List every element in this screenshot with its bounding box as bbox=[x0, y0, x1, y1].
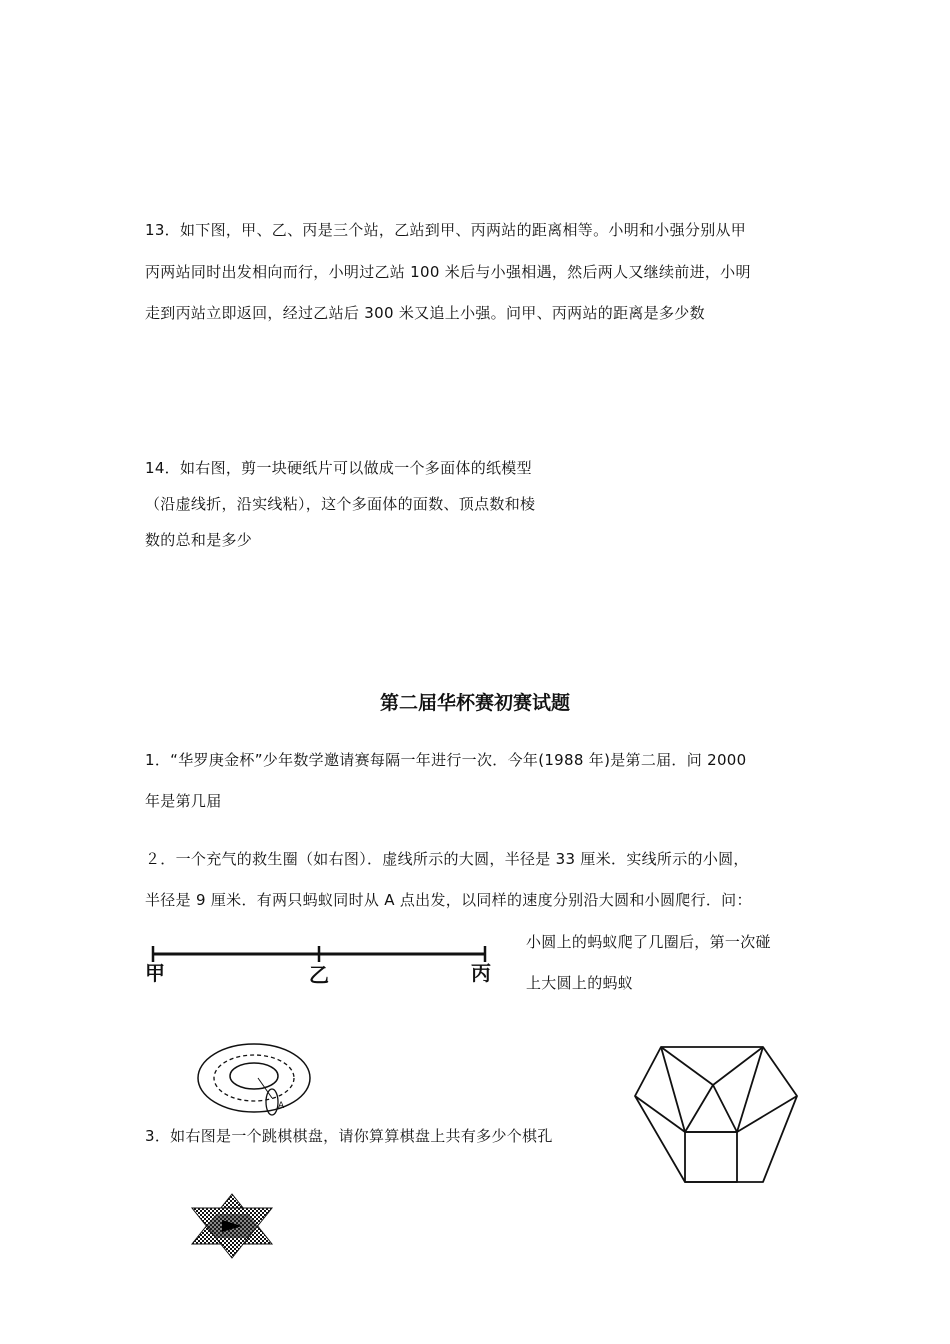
q13-line-3: 走到丙站立即返回，经过乙站后 300 米又追上小强。问甲、丙两站的距离是多少数 bbox=[145, 304, 705, 322]
p2-line-4: 上大圆上的蚂蚁 bbox=[526, 974, 634, 992]
q14-line-1: 14．如右图，剪一块硬纸片可以做成一个多面体的纸模型 bbox=[145, 459, 532, 477]
p1-line-2: 年是第几届 bbox=[145, 792, 222, 810]
q14-line-2: （沿虚线折，沿实线粘），这个多面体的面数、顶点数和棱 bbox=[145, 495, 536, 513]
p2-line-2: 半径是 9 厘米．有两只蚂蚁同时从 A 点出发，以同样的速度分别沿大圆和小圆爬行．问： bbox=[145, 891, 752, 909]
p1-line-1: 1．“华罗庚金杯”少年数学邀请赛每隔一年进行一次．今年(1988 年)是第二届．问 2000 bbox=[145, 751, 747, 769]
station-c-label: 丙 bbox=[471, 961, 491, 985]
q14-line-3: 数的总和是多少 bbox=[145, 531, 253, 549]
checkers-board-figure bbox=[186, 1192, 278, 1260]
q13-line-1: 13．如下图，甲、乙、丙是三个站，乙站到甲、丙两站的距离相等。小明和小强分别从甲 bbox=[145, 221, 747, 239]
life-ring-figure bbox=[196, 1040, 316, 1120]
q13-line-2: 丙两站同时出发相向而行，小明过乙站 100 米后与小强相遇，然后两人又继续前进，小明 bbox=[145, 263, 751, 281]
section-title: 第二届华杯赛初赛试题 bbox=[379, 692, 570, 714]
p3-line-1: 3．如右图是一个跳棋棋盘，请你算算棋盘上共有多少个棋孔 bbox=[145, 1127, 553, 1145]
ring-point-label: A bbox=[278, 1101, 285, 1111]
station-a-label: 甲 bbox=[145, 961, 165, 985]
polyhedron-net-figure bbox=[632, 1044, 802, 1186]
p2-line-3: 小圆上的蚂蚁爬了几圈后，第一次碰 bbox=[526, 933, 771, 951]
station-b-label: 乙 bbox=[309, 963, 329, 987]
station-line-figure bbox=[145, 940, 505, 990]
p2-line-1: ２．一个充气的救生圈（如右图）．虚线所示的大圆，半径是 33 厘米．实线所示的小圆， bbox=[145, 850, 749, 868]
